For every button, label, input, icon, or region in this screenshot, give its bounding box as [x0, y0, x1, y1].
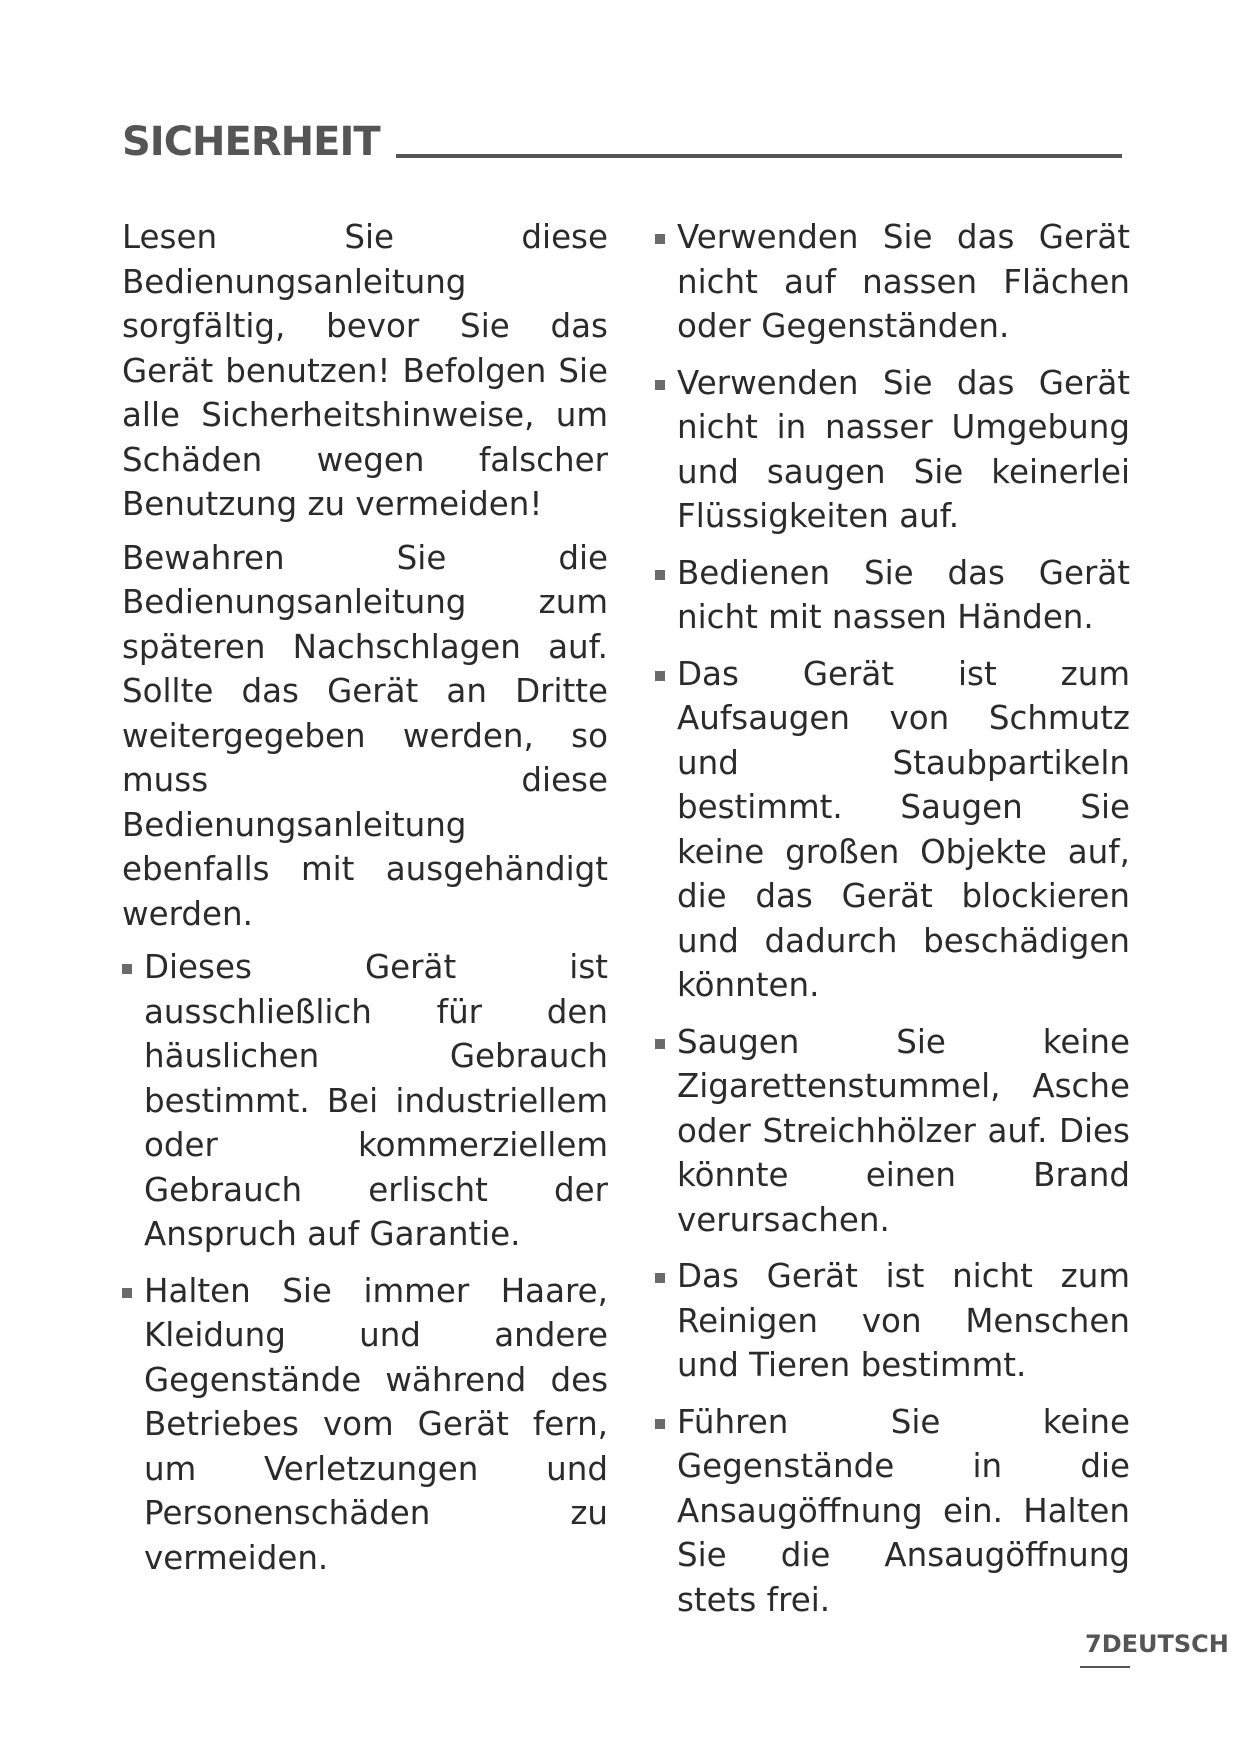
bullet-square-icon	[655, 1419, 665, 1429]
page-footer	[1085, 1630, 1241, 1658]
list-item-text: Das Gerät ist zum Aufsaugen von Schmutz und Staubpartikeln bestimmt. Saugen Sie keine großen Objekte auf, die das Gerät blockieren und dadurch beschädigen könnten.	[677, 654, 1130, 1004]
title-underline	[396, 154, 1122, 158]
intro-paragraph-1: Lesen Sie diese Bedienungsanleitung sorgfältig, bevor Sie das Gerät benutzen! Befolgen Sie alle Sicherheitshinweise, um Schäden wegen falscher Benutzung zu vermeiden!	[122, 218, 608, 523]
page-number: 7	[1085, 1630, 1102, 1658]
list-item	[655, 1020, 1130, 1243]
bullet-square-icon	[122, 1288, 132, 1298]
list-item-text: Verwenden Sie das Gerät nicht auf nassen Flächen oder Gegenständen.	[677, 218, 1130, 345]
list-item	[655, 361, 1130, 539]
left-safety-list	[122, 945, 608, 1580]
list-item-text: Das Gerät ist nicht zum Reinigen von Menschen und Tieren bestimmt.	[677, 1257, 1130, 1384]
list-item-text: Führen Sie keine Gegenstände in die Ansaugöffnung ein. Halten Sie die Ansaugöffnung stets frei.	[677, 1402, 1130, 1619]
list-item	[655, 1400, 1130, 1623]
left-column	[122, 215, 608, 1592]
list-item	[122, 1269, 608, 1581]
bullet-square-icon	[655, 570, 665, 580]
list-item-text: Saugen Sie keine Zigarettenstummel, Asche oder Streichhölzer auf. Dies könnte einen Brand verursachen.	[677, 1022, 1130, 1239]
footer-divider	[1080, 1666, 1130, 1668]
right-safety-list	[655, 215, 1130, 1622]
list-item	[655, 215, 1130, 349]
right-column	[655, 215, 1130, 1634]
list-item	[655, 1254, 1130, 1388]
bullet-square-icon	[655, 671, 665, 681]
bullet-square-icon	[655, 380, 665, 390]
list-item-text: Halten Sie immer Haare, Kleidung und andere Gegenstände während des Betriebes vom Gerät fern, um Verletzungen und Personenschäden zu vermeiden.	[144, 1271, 608, 1577]
list-item	[655, 551, 1130, 640]
list-item-text: Dieses Gerät ist ausschließlich für den häuslichen Gebrauch bestimmt. Bei industriellem oder kommerziellem Gebrauch erlischt der Anspruch auf Garantie.	[144, 948, 608, 1253]
bullet-square-icon	[655, 1039, 665, 1049]
bullet-square-icon	[655, 1273, 665, 1283]
footer-language: DEUTSCH	[1101, 1630, 1229, 1658]
list-item-text: Bedienen Sie das Gerät nicht mit nassen Händen.	[677, 553, 1130, 636]
intro-paragraph-2: Bewahren Sie die Bedienungsanleitung zum späteren Nachschlagen auf. Sollte das Gerät an Dritte weitergegeben werden, so muss diese Bedienungsanleitung ebenfalls mit ausgehändigt werden.	[122, 538, 608, 933]
list-item	[655, 652, 1130, 1008]
list-item-text: Verwenden Sie das Gerät nicht in nasser Umgebung und saugen Sie keinerlei Flüssigkeiten auf.	[677, 363, 1130, 535]
page-header	[122, 118, 1122, 166]
list-item	[122, 945, 608, 1257]
bullet-square-icon	[122, 964, 132, 974]
bullet-square-icon	[655, 234, 665, 244]
page-title: SICHERHEIT	[122, 119, 380, 165]
